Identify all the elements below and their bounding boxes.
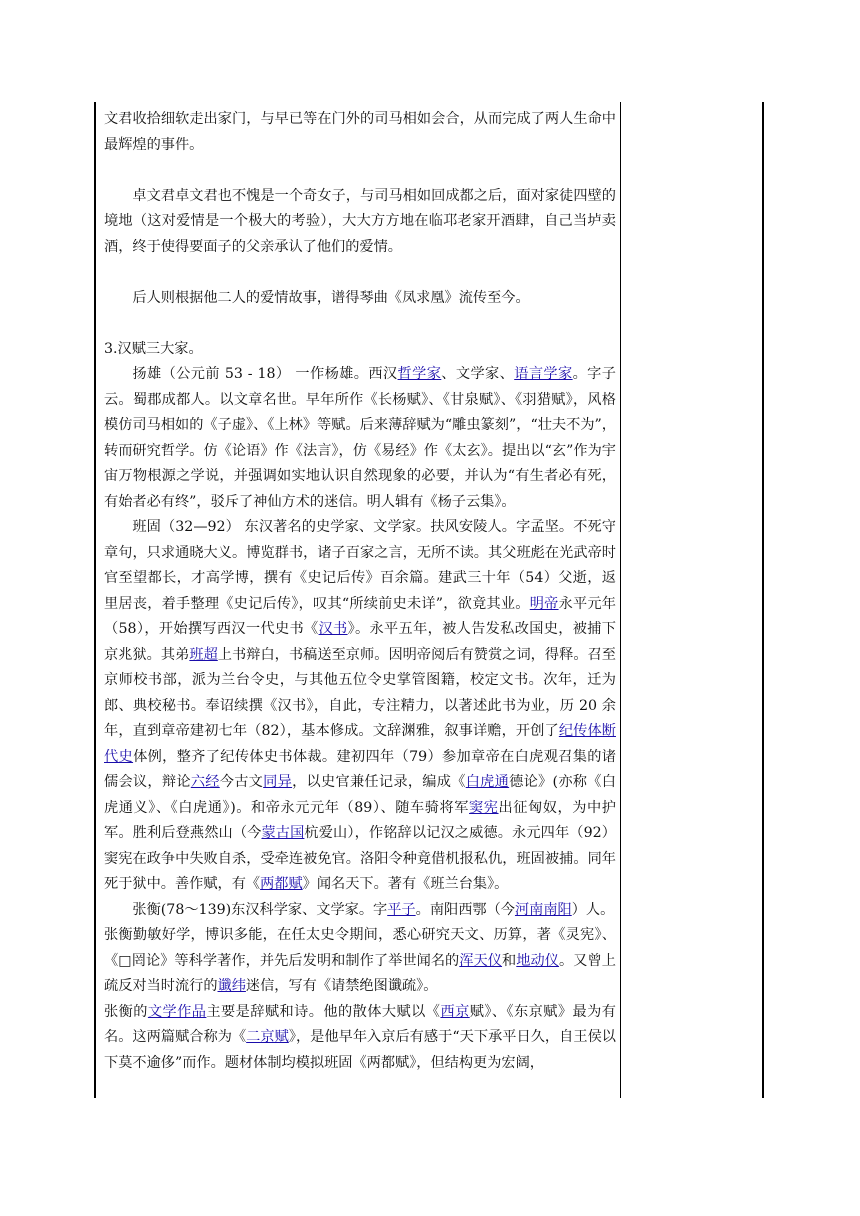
paragraph (104, 923, 616, 1000)
content-cell (104, 107, 616, 1076)
text-run: 上书辩白，书稿送至京师。因明帝阅后有赞赏之词，得释。召至京师校书部，派为兰台令史，与其他五位令史掌管图籍，校定文书。次年，迁为郎、典校秘书。奉诏续撰《汉书》，自此，专注精力，以著述此书为业，历 20 余年，直到章帝建初七年（82），基本修成。文辞渊雅，叙事详赡，开创了 (104, 646, 616, 739)
text-run: 杭爱山），作铭辞以记汉之威德。永元四年（92）窦宪在政争中失败自杀，受牵连被免官。洛阳令种竟借机报私仇，班固被捕。同年死于狱中。善作赋，有《 (104, 825, 616, 892)
text-run: 赋》、《东京赋》最为有名。这两篇赋合称为《 (104, 1003, 616, 1045)
hyperlink[interactable]: 六经 (190, 774, 220, 790)
text-run: 体例，整齐了纪传体史书体裁。建初四年（79）参加章帝在白虎观召集的诸儒会议，辩论 (104, 748, 616, 790)
text-run: 今古文 (219, 774, 264, 790)
hyperlink[interactable]: 同异 (263, 774, 293, 790)
hyperlink[interactable]: 窦宪 (469, 799, 499, 816)
text-run: 迷信，写有《请禁绝图谶疏》。 (245, 978, 438, 994)
hyperlink[interactable]: 汉书 (318, 621, 348, 637)
hyperlink[interactable]: 两都赋 (260, 876, 303, 892)
text-run: 扬雄（公元前 53 - 18） 一作杨雄。西汉 (132, 366, 398, 382)
text-run: ，以史官兼任记录，编成《 (292, 774, 466, 790)
paragraph (104, 1000, 616, 1077)
hyperlink[interactable]: 语言学家 (514, 366, 573, 382)
text-run: 》，是他早年入京后有感于“天下承平日久，自王侯以下莫不逾侈”而作。题材体制均模拟班固《两都赋》，但结构更为宏阔， (104, 1029, 616, 1071)
text-run: 德论》(亦称《白虎通义》、《白虎通》)。和帝永元元年（89）、随车骑将军 (104, 774, 616, 816)
text-run: 。又曾上疏反对当时流行的 (104, 952, 616, 994)
paragraph (104, 184, 616, 261)
text-run: 张衡的 (104, 1003, 148, 1020)
paragraph (104, 107, 616, 158)
text-run: 》闻名天下。著有《班兰台集》。 (302, 876, 509, 892)
hyperlink[interactable]: 西京 (440, 1003, 470, 1020)
paragraph (104, 337, 616, 363)
blank-line (104, 311, 616, 337)
hyperlink[interactable]: 白虎通 (465, 774, 510, 790)
text-run: 主要是辞赋和诗。他的散体大赋以《 (206, 1003, 441, 1020)
hyperlink[interactable]: 文学作品 (147, 1003, 207, 1020)
text-run: 永平元年（58），开始撰写西汉一代史书《 (104, 595, 616, 637)
paragraph (104, 286, 616, 312)
text-run: ）人。 (571, 901, 615, 918)
text-run: 出征匈奴，为中护军。胜利后登燕然山（今 (104, 799, 616, 841)
text-run: 后人则根据他二人的爱情故事，谱得琴曲《凤求凰》流传至今。 (132, 289, 530, 306)
text-run: 张衡勤敏好学，博识多能，在任太史令期间，悉心研究天文、历算，著《灵宪》、《□罔论》等科学著作，并先后发明和制作了举世闻名的 (104, 927, 616, 969)
empty-side-cell (622, 102, 762, 1098)
hyperlink[interactable]: 哲学家 (397, 366, 442, 382)
text-run: 3.汉赋三大家。 (104, 340, 203, 357)
text-run: 卓文君卓文君也不愧是一个奇女子，与司马相如回成都之后，面对家徒四壁的境地（这对爱情是一个极大的考验），大大方方地在临邛老家开酒肆，自己当垆卖酒，终于使得要面子的父亲承认了他们的爱情。 (104, 187, 616, 255)
hyperlink[interactable]: 蒙古国 (261, 825, 305, 841)
text-run: 、文学家、 (441, 366, 515, 382)
text-run: 》。永平五年，被人告发私改国史，被捕下京兆狱。其弟 (104, 621, 616, 663)
paragraph (104, 362, 616, 515)
text-run: 张衡(78～139)东汉科学家、文学家。字 (132, 901, 388, 918)
hyperlink[interactable]: 明帝 (529, 595, 559, 612)
text-run: 。字子云。蜀郡成都人。以文章名世。早年所作《长杨赋》、《甘泉赋》、《羽猎赋》，风格模仿司马相如的《子虚》、《上林》等赋。后来薄辞赋为“雕虫篆刻”，“壮夫不为”，转而研究哲学。仿《论语》作《法言》，仿《易经》作《太玄》。提出以“玄”作为宇宙万物根源之学说，并强调如实地认识自然现象的必要，并认为“有生者必有死，有始者必有终”，驳斥了神仙方术的迷信。明人辑有《杨子云集》。 (104, 366, 616, 510)
text-run: 文君收拾细软走出家门，与早已等在门外的司马相如会合，从而完成了两人生命中最辉煌的事件。 (104, 111, 616, 153)
paragraph (104, 898, 616, 924)
hyperlink[interactable]: 班超 (189, 646, 218, 663)
text-run: 和 (502, 952, 517, 969)
hyperlink[interactable]: 地动仪 (516, 952, 560, 969)
hyperlink[interactable]: 浑天仪 (459, 952, 503, 969)
hyperlink[interactable]: 平子 (387, 901, 416, 918)
text-run: 班固（32—92） 东汉著名的史学家、文学家。扶风安陵人。字孟坚。不死守章句，只求通晓大义。博览群书，诸子百家之言，无所不读。其父班彪在光武帝时官至望都长，才高学博，撰有《史记后传》百余篇。建武三十年（54）父逝，返里居丧，着手整理《史记后传》，叹其“所续前史未详”，欲竟其业。 (104, 519, 616, 612)
blank-line (104, 158, 616, 184)
hyperlink[interactable]: 谶纬 (217, 978, 246, 994)
document-table (94, 102, 764, 1098)
hyperlink[interactable]: 二京赋 (246, 1029, 289, 1045)
column-divider (620, 102, 621, 1098)
blank-line (104, 260, 616, 286)
hyperlink[interactable]: 纪传体断代史 (104, 723, 616, 765)
text-run: 。南阳西鄂（今 (415, 901, 515, 918)
hyperlink[interactable]: 河南南阳 (514, 901, 572, 918)
paragraph (104, 515, 616, 898)
